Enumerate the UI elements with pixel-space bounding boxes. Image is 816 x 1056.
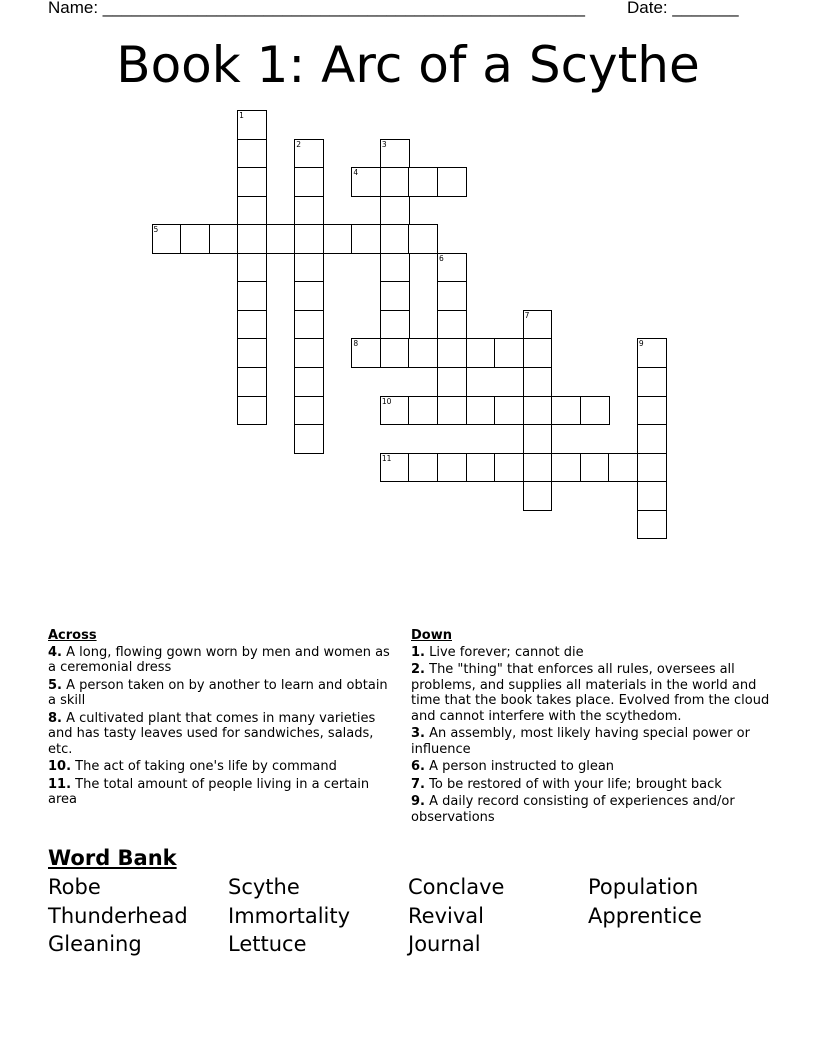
grid-cell[interactable]	[637, 481, 667, 511]
clue-text: Live forever; cannot die	[429, 644, 584, 660]
word-bank	[48, 843, 788, 959]
across-heading: Across	[48, 628, 97, 643]
clue-number-label: 9	[638, 339, 644, 349]
grid-cell[interactable]	[294, 167, 324, 197]
grid-cell[interactable]	[523, 338, 553, 368]
down-clue	[411, 794, 771, 825]
clue-number-label: 1	[239, 111, 244, 120]
grid-cell[interactable]	[380, 167, 410, 197]
word-bank-item: Gleaning	[48, 932, 142, 956]
grid-cell[interactable]	[523, 367, 553, 397]
grid-cell[interactable]	[294, 224, 324, 254]
grid-cell[interactable]	[294, 367, 324, 397]
clue-number: 9.	[411, 794, 425, 809]
grid-cell[interactable]	[294, 338, 324, 368]
grid-cell[interactable]	[294, 253, 324, 283]
clue-number: 11.	[48, 776, 72, 792]
name-field[interactable]: Name: ___________________________________________________	[48, 0, 585, 17]
across-clue	[48, 645, 393, 676]
grid-cell[interactable]	[266, 224, 296, 254]
grid-cell[interactable]	[523, 481, 553, 511]
clue-text: A cultivated plant that comes in many varieties and has tasty leaves used for sandwiches, salads, etc.	[48, 710, 376, 757]
grid-cell[interactable]	[437, 310, 467, 340]
clue-text: The act of taking one's life by command	[75, 759, 337, 774]
word-bank-item: Apprentice	[588, 903, 702, 928]
clue-number: 5.	[48, 677, 62, 693]
grid-cell[interactable]	[494, 396, 524, 426]
clue-text: The total amount of people living in a certain area	[48, 776, 370, 807]
grid-cell[interactable]	[380, 281, 410, 311]
grid-cell[interactable]	[237, 338, 267, 368]
page-title: Book 1: Arc of a Scythe	[116, 36, 700, 94]
grid-cell[interactable]	[408, 396, 438, 426]
clue-text: An assembly, most likely having special power or influence	[411, 726, 750, 757]
across-clues	[48, 628, 393, 810]
grid-cell[interactable]	[294, 424, 324, 454]
clue-number: 1.	[411, 644, 425, 660]
clue-number: 6.	[411, 759, 425, 774]
grid-cell[interactable]	[637, 424, 667, 454]
word-bank-item: Conclave	[408, 875, 505, 899]
clue-number: 8.	[48, 710, 62, 726]
across-clue	[48, 777, 393, 808]
clue-number-label: 6	[439, 253, 444, 263]
word-bank-item: Population	[588, 875, 699, 899]
grid-cell[interactable]	[237, 367, 267, 397]
grid-cell[interactable]	[637, 338, 667, 368]
down-clue	[411, 777, 771, 793]
grid-cell[interactable]	[237, 396, 267, 426]
grid-cell[interactable]	[180, 224, 210, 254]
down-clue	[411, 759, 771, 775]
grid-cell[interactable]	[380, 224, 410, 254]
grid-cell[interactable]	[237, 310, 267, 340]
grid-cell[interactable]	[608, 453, 638, 483]
grid-cell[interactable]	[437, 367, 467, 397]
word-bank-item: Robe	[48, 875, 101, 899]
grid-cell[interactable]	[237, 224, 267, 254]
grid-cell[interactable]	[466, 396, 496, 426]
grid-cell[interactable]	[237, 139, 267, 169]
clue-text: A person instructed to glean	[429, 759, 615, 774]
clue-number-label: 2	[296, 139, 302, 149]
grid-cell[interactable]	[437, 396, 467, 426]
clue-text: A daily record consisting of experiences and/or observations	[411, 794, 735, 825]
clue-number-label: 10	[381, 396, 392, 406]
grid-cell[interactable]	[523, 310, 553, 340]
date-field[interactable]: Date: _______	[627, 0, 739, 17]
grid-cell[interactable]	[380, 310, 410, 340]
grid-cell[interactable]	[523, 453, 553, 483]
grid-cell[interactable]	[408, 338, 438, 368]
grid-cell[interactable]	[209, 224, 239, 254]
word-bank-list	[48, 873, 788, 959]
clue-number: 10.	[48, 759, 72, 774]
grid-cell[interactable]	[237, 167, 267, 197]
grid-cell[interactable]	[294, 281, 324, 311]
grid-cell[interactable]	[380, 396, 410, 426]
grid-cell[interactable]	[408, 453, 438, 483]
grid-cell[interactable]	[294, 196, 324, 226]
grid-cell[interactable]	[408, 224, 438, 254]
across-clue	[48, 678, 393, 709]
clue-number: 4.	[48, 644, 62, 660]
grid-cell[interactable]	[637, 367, 667, 397]
grid-cell[interactable]	[580, 453, 610, 483]
grid-cell[interactable]	[466, 453, 496, 483]
grid-cell[interactable]	[551, 453, 581, 483]
across-clue	[48, 759, 393, 775]
grid-cell[interactable]	[494, 453, 524, 483]
word-bank-item: Immortality	[228, 903, 351, 928]
grid-cell[interactable]	[380, 338, 410, 368]
grid-cell[interactable]	[637, 396, 667, 426]
word-bank-title: Word Bank	[48, 846, 177, 870]
down-clues	[411, 628, 771, 827]
grid-cell[interactable]	[466, 338, 496, 368]
grid-cell[interactable]	[437, 253, 467, 283]
down-clue	[411, 645, 771, 661]
grid-cell[interactable]	[294, 139, 324, 169]
word-bank-item: Thunderhead	[48, 903, 188, 928]
word-bank-item: Revival	[408, 903, 484, 928]
grid-cell[interactable]	[237, 253, 267, 283]
grid-cell[interactable]	[351, 167, 381, 197]
down-heading: Down	[411, 628, 452, 643]
grid-cell[interactable]	[437, 453, 467, 483]
word-bank-item: Lettuce	[228, 932, 307, 956]
word-bank-item: Scythe	[228, 875, 300, 899]
clue-number: 7.	[411, 776, 425, 792]
grid-cell[interactable]	[523, 396, 553, 426]
grid-cell[interactable]	[551, 396, 581, 426]
grid-cell[interactable]	[351, 224, 381, 254]
clue-number-label: 3	[381, 139, 387, 149]
clue-number-label: 7	[524, 310, 530, 320]
grid-cell[interactable]	[437, 338, 467, 368]
clue-text: The "thing" that enforces all rules, oversees all problems, and supplies all materials in the world and time that the book takes place. Evolved from the cloud and cannot interfere with the scythedom.	[411, 662, 770, 724]
grid-cell[interactable]	[294, 396, 324, 426]
down-clue	[411, 726, 771, 757]
clue-number: 2.	[411, 662, 425, 677]
word-bank-item: Journal	[408, 932, 481, 956]
grid-cell[interactable]	[437, 167, 467, 197]
grid-cell[interactable]	[152, 224, 182, 254]
clue-number-label: 5	[153, 225, 159, 235]
down-clue	[411, 662, 771, 724]
grid-cell[interactable]	[380, 139, 410, 169]
clue-text: A person taken on by another to learn and obtain a skill	[48, 677, 388, 708]
grid-cell[interactable]	[323, 224, 353, 254]
grid-cell[interactable]	[637, 510, 667, 540]
grid-cell[interactable]	[523, 424, 553, 454]
grid-cell[interactable]	[237, 196, 267, 226]
grid-cell[interactable]	[237, 281, 267, 311]
clue-number-label: 11	[381, 453, 392, 463]
clue-number-label: 8	[353, 339, 359, 349]
clue-number: 3.	[411, 726, 425, 741]
grid-cell[interactable]	[237, 110, 267, 140]
grid-cell[interactable]	[380, 453, 410, 483]
grid-cell[interactable]	[494, 338, 524, 368]
clue-text: To be restored of with your life; brought back	[429, 776, 722, 792]
grid-cell[interactable]	[437, 281, 467, 311]
grid-cell[interactable]	[580, 396, 610, 426]
across-clue	[48, 711, 393, 758]
clue-text: A long, flowing gown worn by men and women as a ceremonial dress	[48, 644, 390, 675]
grid-cell[interactable]	[380, 253, 410, 283]
clue-number-label: 4	[353, 168, 359, 178]
grid-cell[interactable]	[351, 338, 381, 368]
grid-cell[interactable]	[408, 167, 438, 197]
grid-cell[interactable]	[380, 196, 410, 226]
grid-cell[interactable]	[637, 453, 667, 483]
grid-cell[interactable]	[294, 310, 324, 340]
